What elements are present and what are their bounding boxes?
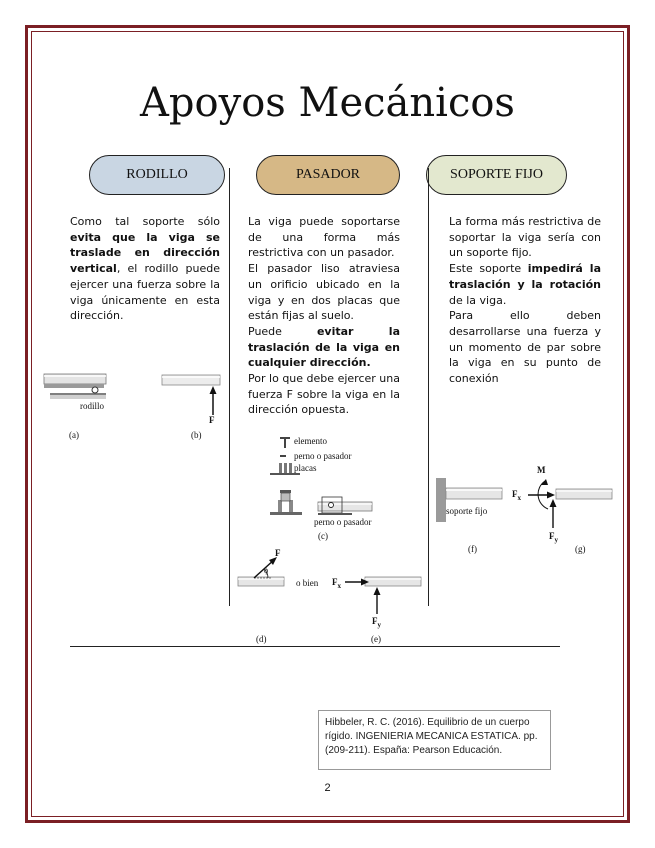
label-perno-pasador-2: perno o pasador [314, 517, 372, 527]
fig-c-caption: (c) [318, 531, 328, 541]
fig-g-caption: (g) [575, 544, 586, 554]
pasador-paragraph-2: El pasador liso atraviesa un orificio ubicado en la viga y en dos placas que están fijas al suelo. [248, 262, 400, 323]
soporte-paragraph-1: La forma más restrictiva de soportar la viga sería con un soporte fijo. [449, 215, 601, 260]
rodillo-text-a: Como tal soporte sólo [70, 215, 220, 228]
soporte-p2-c: de la viga. [449, 293, 507, 307]
reference-text: Hibbeler, R. C. (2016). Equilibrio de un cuerpo rígido. INGENIERIA MECANICA ESTATICA. pp. (209-211). España: Pearson Educación. [325, 717, 538, 756]
page-number: 2 [324, 782, 331, 794]
pasador-force-label: F [275, 548, 281, 558]
rodillo-label: rodillo [80, 401, 104, 411]
pasador-p3-bold: evitar la traslación de la viga en cualquier dirección. [248, 324, 400, 370]
fig-d-caption: (d) [256, 634, 267, 644]
pasador-p3-a: Puede [248, 324, 317, 338]
fig-b-caption: (b) [191, 430, 202, 440]
soporte-p2-bold: impedirá la traslación y la rotación [449, 262, 601, 291]
pasador-paragraph-4: Por lo que debe ejercer una fuerza F sobre la viga en la dirección opuesta. [248, 372, 400, 417]
label-placas: placas [294, 463, 317, 473]
soporte-fy-text: F [549, 531, 555, 541]
soporte-fy-sub: y [554, 535, 558, 544]
soporte-fx-sub: x [517, 493, 521, 502]
rodillo-heading-label: RODILLO [126, 167, 188, 182]
fig-a-caption: (a) [69, 430, 79, 440]
rodillo-text-bold: evita que la viga se traslade en dirección vertical [70, 230, 220, 276]
pasador-fx-sub: x [337, 581, 341, 590]
moment-label: M [537, 465, 546, 475]
pasador-fy-text: F [372, 616, 378, 626]
o-bien-label: o bien [296, 578, 319, 588]
fig-f-caption: (f) [468, 544, 477, 554]
label-perno-pasador: perno o pasador [294, 451, 352, 461]
rodillo-text-c: , el rodillo puede ejercer una fuerza sobre la viga únicamente en esta dirección. [70, 262, 220, 323]
pasador-heading-label: PASADOR [295, 167, 361, 182]
phi-label: ϕ [264, 566, 269, 575]
soporte-p2-a: Este soporte [449, 262, 528, 276]
reference-box [318, 710, 551, 770]
soporte-fx-label [512, 489, 521, 502]
fig-e-caption: (e) [371, 634, 381, 644]
pasador-fy-sub: y [377, 620, 381, 629]
label-elemento: elemento [294, 436, 327, 446]
label-soporte-fijo: soporte fijo [446, 506, 488, 516]
pasador-paragraph-1: La viga puede soportarse de una forma más restrictiva con un pasador. [248, 215, 400, 260]
soporte-fx-text: F [512, 489, 518, 499]
soporte-fy-label [549, 531, 558, 544]
soporte-paragraph-3: Para ello deben desarrollarse una fuerza y un momento de par sobre la viga en su punto de conexión [449, 309, 601, 386]
pasador-fx-text: F [332, 577, 338, 587]
page-title: Apoyos Mecánicos [140, 80, 515, 126]
rodillo-force-label: F [209, 415, 215, 425]
soporte-fijo-heading-label: SOPORTE FIJO [450, 167, 543, 182]
